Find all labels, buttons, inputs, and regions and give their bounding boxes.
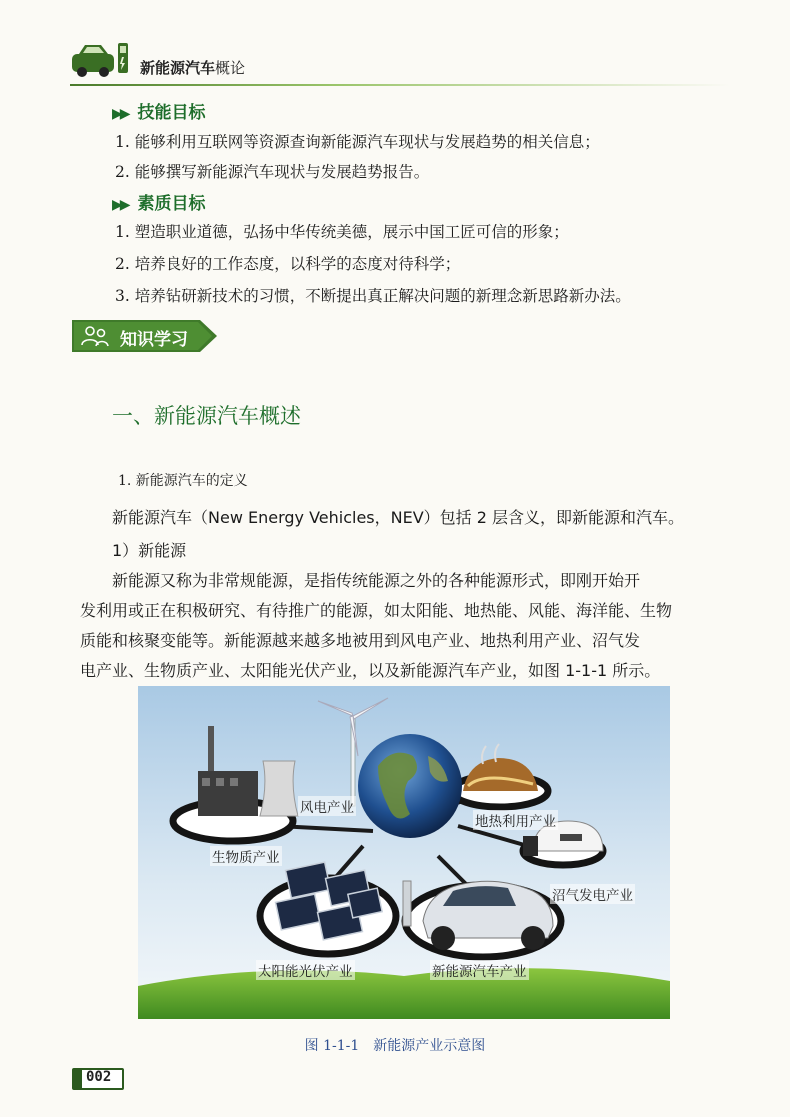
quality-goal-item: 2. 培养良好的工作态度，以科学的态度对待科学；: [115, 255, 461, 273]
double-arrow-icon: ▶▶: [112, 106, 128, 122]
quality-goal-item: 3. 培养钻研新技术的习惯，不断提出真正解决问题的新理念新思路新办法。: [115, 287, 631, 305]
book-title-bold: 新能源汽车: [140, 59, 216, 77]
figure-caption: 图 1-1-1 新能源产业示意图: [304, 1038, 486, 1054]
double-arrow-icon: ▶▶: [112, 197, 128, 213]
label-nev: 新能源汽车产业: [430, 960, 529, 980]
label-wind: 风电产业: [298, 796, 356, 816]
sub-heading: 1）新能源: [112, 541, 187, 560]
skill-goal-item: 2. 能够撰写新能源汽车现状与发展趋势报告。: [115, 163, 430, 181]
subsection-title: 1. 新能源汽车的定义: [118, 473, 248, 489]
label-solar: 太阳能光伏产业: [256, 960, 355, 980]
industry-figure: [138, 686, 670, 1019]
header-divider: [70, 84, 730, 86]
paragraph-line: 发利用或正在积极研究、有待推广的能源，如太阳能、地热能、风能、海洋能、生物: [80, 601, 673, 620]
paragraph-line: 电产业、生物质产业、太阳能光伏产业，以及新能源汽车产业，如图 1-1-1 所示。: [80, 661, 661, 680]
skill-goals-heading-text: 技能目标: [137, 103, 206, 123]
paragraph-line: 质能和核聚变能等。新能源越来越多地被用到风电产业、地热利用产业、沼气发: [80, 631, 641, 650]
knowledge-banner-label: 知识学习: [120, 330, 188, 350]
car-charger-icon: [70, 40, 132, 80]
paragraph-line: 新能源又称为非常规能源，是指传统能源之外的各种能源形式，即刚开始开: [112, 571, 641, 590]
quality-goals-heading: [112, 189, 206, 214]
book-title-rest: 概论: [215, 59, 246, 77]
label-biogas: 沼气发电产业: [550, 884, 635, 904]
earth-icon: [358, 734, 462, 838]
section-title: 一、新能源汽车概述: [112, 404, 301, 428]
quality-goals-heading-text: 素质目标: [137, 194, 206, 214]
intro-line: 新能源汽车（New Energy Vehicles，NEV）包括 2 层含义，即新能源和汽车。: [112, 508, 685, 527]
skill-goals-heading: [112, 98, 206, 123]
label-biomass: 生物质产业: [210, 846, 282, 866]
page-number: 002: [86, 1069, 112, 1085]
label-geothermal: 地热利用产业: [473, 810, 558, 830]
page-number-marker: [74, 1070, 82, 1088]
quality-goal-item: 1. 塑造职业道德，弘扬中华传统美德，展示中国工匠可信的形象；: [115, 223, 569, 241]
book-title: [140, 57, 245, 78]
skill-goal-item: 1. 能够利用互联网等资源查询新能源汽车现状与发展趋势的相关信息；: [115, 133, 600, 151]
